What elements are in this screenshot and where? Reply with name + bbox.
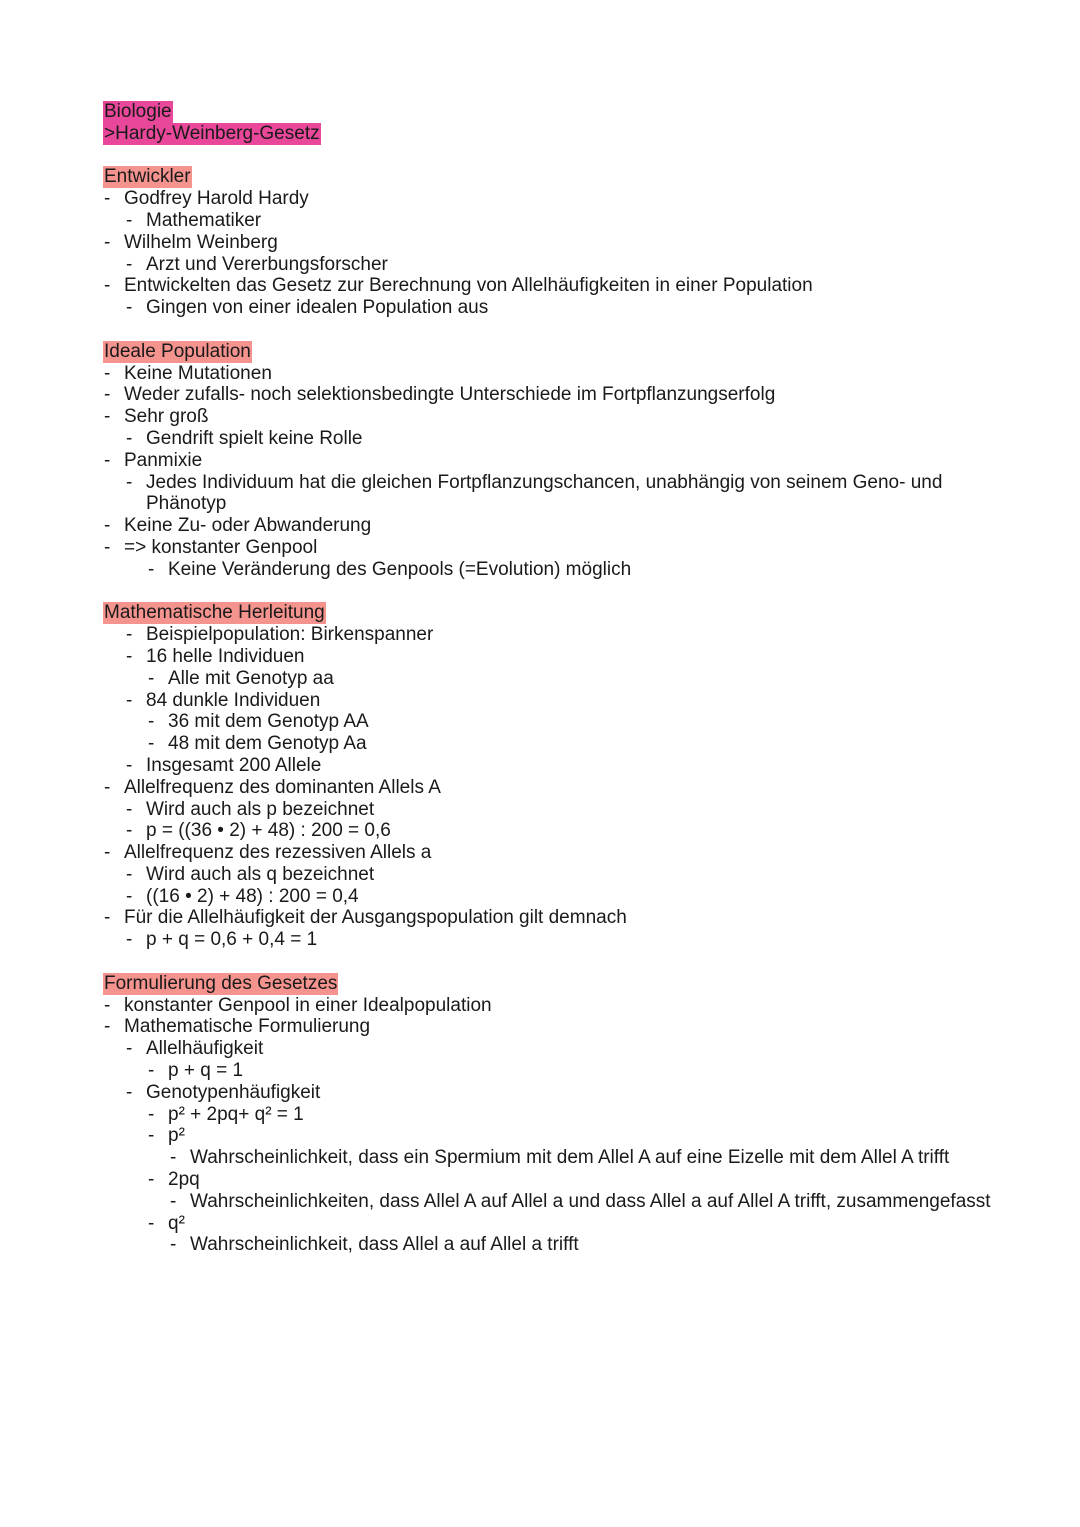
list-item [125,297,1003,319]
list-item [147,711,1003,733]
list-item [103,515,1003,537]
document-page [103,101,1003,1256]
list-item [125,472,1003,516]
list-item [103,363,1003,385]
bullet-dash-icon: - [148,1060,155,1082]
list-item-text: Sehr groß [124,406,209,428]
list-item [103,275,1003,297]
list-item [125,864,1003,886]
list-item-text: 84 dunkle Individuen [146,689,321,711]
bullet-dash-icon: - [126,253,133,275]
sections-container [103,166,1003,1256]
bullet-dash-icon: - [104,188,111,210]
list-item [147,1060,1003,1082]
bullet-dash-icon: - [148,1125,155,1147]
subject-heading [103,101,1003,123]
section-heading [103,166,1003,188]
list-item-text: Wahrscheinlichkeit, dass Allel a auf Allel a trifft [190,1234,579,1256]
list-item [125,929,1003,951]
list-item-text: Mathematische Formulierung [124,1016,371,1038]
list-item [147,668,1003,690]
list-item-text: Wilhelm Weinberg [124,231,278,253]
topic-label: >Hardy-Weinberg-Gesetz [104,122,320,144]
bullet-dash-icon: - [126,297,133,319]
topic-heading [103,123,1003,145]
list-item-text: p = ((36 • 2) + 48) : 200 = 0,6 [146,820,391,842]
bullet-dash-icon: - [104,842,111,864]
list-item-text: p + q = 0,6 + 0,4 = 1 [146,929,318,951]
list-item [125,690,1003,712]
list-item [103,537,1003,559]
list-item [125,886,1003,908]
list-item [147,733,1003,755]
list-item-text: Panmixie [124,449,203,471]
list-item [103,406,1003,428]
list-item-text: Gingen von einer idealen Population aus [146,297,489,319]
bullet-dash-icon: - [126,754,133,776]
list-item-text: Gendrift spielt keine Rolle [146,427,363,449]
list-item-text: Weder zufalls- noch selektionsbedingte Unterschiede im Fortpflanzungserfolg [124,384,776,406]
list-item [169,1234,1003,1256]
list-item [103,188,1003,210]
list-item-text: Wird auch als q bezeichnet [146,863,375,885]
bullet-dash-icon: - [170,1190,177,1212]
bullet-dash-icon: - [148,1103,155,1125]
bullet-dash-icon: - [126,471,133,493]
bullet-dash-icon: - [104,362,111,384]
bullet-dash-icon: - [148,1212,155,1234]
list-item [103,232,1003,254]
list-item-text: Alle mit Genotyp aa [168,667,334,689]
bullet-dash-icon: - [148,1169,155,1191]
list-item [125,428,1003,450]
section-title: Ideale Population [104,340,251,362]
list-item [125,820,1003,842]
bullet-dash-icon: - [126,1081,133,1103]
bullet-dash-icon: - [104,994,111,1016]
section-heading [103,973,1003,995]
bullet-dash-icon: - [126,689,133,711]
bullet-dash-icon: - [104,449,111,471]
bullet-dash-icon: - [104,231,111,253]
list-item-text: Für die Allelhäufigkeit der Ausgangspopulation gilt demnach [124,907,627,929]
list-item [103,1016,1003,1038]
list-item [103,907,1003,929]
list-item [103,842,1003,864]
list-item-text: Arzt und Vererbungsforscher [146,253,388,275]
bullet-dash-icon: - [126,863,133,885]
list-item-text: p² + 2pq+ q² = 1 [168,1103,304,1125]
list-item [103,777,1003,799]
bullet-dash-icon: - [126,427,133,449]
list-item-text: 16 helle Individuen [146,645,305,667]
list-item [125,210,1003,232]
list-item-text: Keine Zu- oder Abwanderung [124,515,372,537]
bullet-dash-icon: - [104,275,111,297]
list-item [125,254,1003,276]
section-formulierung-des-gesetzes [103,973,1003,1256]
list-item-text: q² [168,1212,185,1234]
section-heading [103,341,1003,363]
section-title: Mathematische Herleitung [104,602,325,624]
bullet-dash-icon: - [104,536,111,558]
list-item-text: => konstanter Genpool [124,536,318,558]
bullet-dash-icon: - [148,733,155,755]
bullet-dash-icon: - [126,820,133,842]
section-title: Entwickler [104,166,191,188]
list-item [103,450,1003,472]
list-item [169,1147,1003,1169]
subject-label: Biologie [104,101,172,122]
list-item-text: p² [168,1125,185,1147]
section-ideale-population [103,341,1003,581]
list-item-text: Keine Veränderung des Genpools (=Evolution) möglich [168,558,632,580]
section-entwickler [103,166,1003,319]
list-item-text: Allelfrequenz des dominanten Allels A [124,776,441,798]
bullet-dash-icon: - [126,1038,133,1060]
list-item [147,1213,1003,1235]
bullet-dash-icon: - [148,558,155,580]
section-title: Formulierung des Gesetzes [104,972,338,994]
bullet-dash-icon: - [104,384,111,406]
list-item [147,1104,1003,1126]
list-item-text: ((16 • 2) + 48) : 200 = 0,4 [146,885,359,907]
bullet-dash-icon: - [126,798,133,820]
list-item [103,995,1003,1017]
bullet-dash-icon: - [126,645,133,667]
list-item-text: Keine Mutationen [124,362,272,384]
bullet-dash-icon: - [170,1147,177,1169]
bullet-dash-icon: - [104,907,111,929]
bullet-dash-icon: - [104,515,111,537]
bullet-dash-icon: - [126,209,133,231]
list-item-text: Mathematiker [146,209,262,231]
section-heading [103,602,1003,624]
list-item-text: Godfrey Harold Hardy [124,188,309,210]
bullet-dash-icon: - [126,885,133,907]
list-item-text: p + q = 1 [168,1060,244,1082]
section-mathematische-herleitung [103,602,1003,951]
list-item-text: Jedes Individuum hat die gleichen Fortpflanzungschancen, unabhängig von seinem Geno- und Phänotyp [146,471,943,515]
list-item [147,559,1003,581]
list-item [169,1191,1003,1213]
list-item [147,1125,1003,1147]
list-item [125,624,1003,646]
list-item [125,755,1003,777]
bullet-dash-icon: - [104,776,111,798]
list-item [103,384,1003,406]
list-item-text: Beispielpopulation: Birkenspanner [146,624,434,646]
list-item-text: konstanter Genpool in einer Idealpopulation [124,994,492,1016]
list-item-text: Allelhäufigkeit [146,1038,264,1060]
list-item [125,799,1003,821]
list-item-text: Wahrscheinlichkeit, dass ein Spermium mit dem Allel A auf eine Eizelle mit dem Allel A trifft [190,1147,950,1169]
list-item [125,1038,1003,1060]
bullet-dash-icon: - [126,929,133,951]
list-item [125,1082,1003,1104]
bullet-dash-icon: - [104,406,111,428]
list-item-text: 48 mit dem Genotyp Aa [168,733,367,755]
list-item-text: Wahrscheinlichkeiten, dass Allel A auf Allel a und dass Allel a auf Allel A trifft, zusammengefasst [190,1190,991,1212]
bullet-dash-icon: - [148,667,155,689]
list-item-text: Genotypenhäufigkeit [146,1081,321,1103]
list-item-text: Insgesamt 200 Allele [146,754,322,776]
bullet-dash-icon: - [126,624,133,646]
bullet-dash-icon: - [170,1234,177,1256]
list-item [125,646,1003,668]
list-item [147,1169,1003,1191]
bullet-dash-icon: - [148,711,155,733]
list-item-text: Wird auch als p bezeichnet [146,798,375,820]
list-item-text: 36 mit dem Genotyp AA [168,711,369,733]
list-item-text: Entwickelten das Gesetz zur Berechnung von Allelhäufigkeiten in einer Population [124,275,813,297]
bullet-dash-icon: - [104,1016,111,1038]
list-item-text: Allelfrequenz des rezessiven Allels a [124,842,432,864]
list-item-text: 2pq [168,1169,200,1191]
